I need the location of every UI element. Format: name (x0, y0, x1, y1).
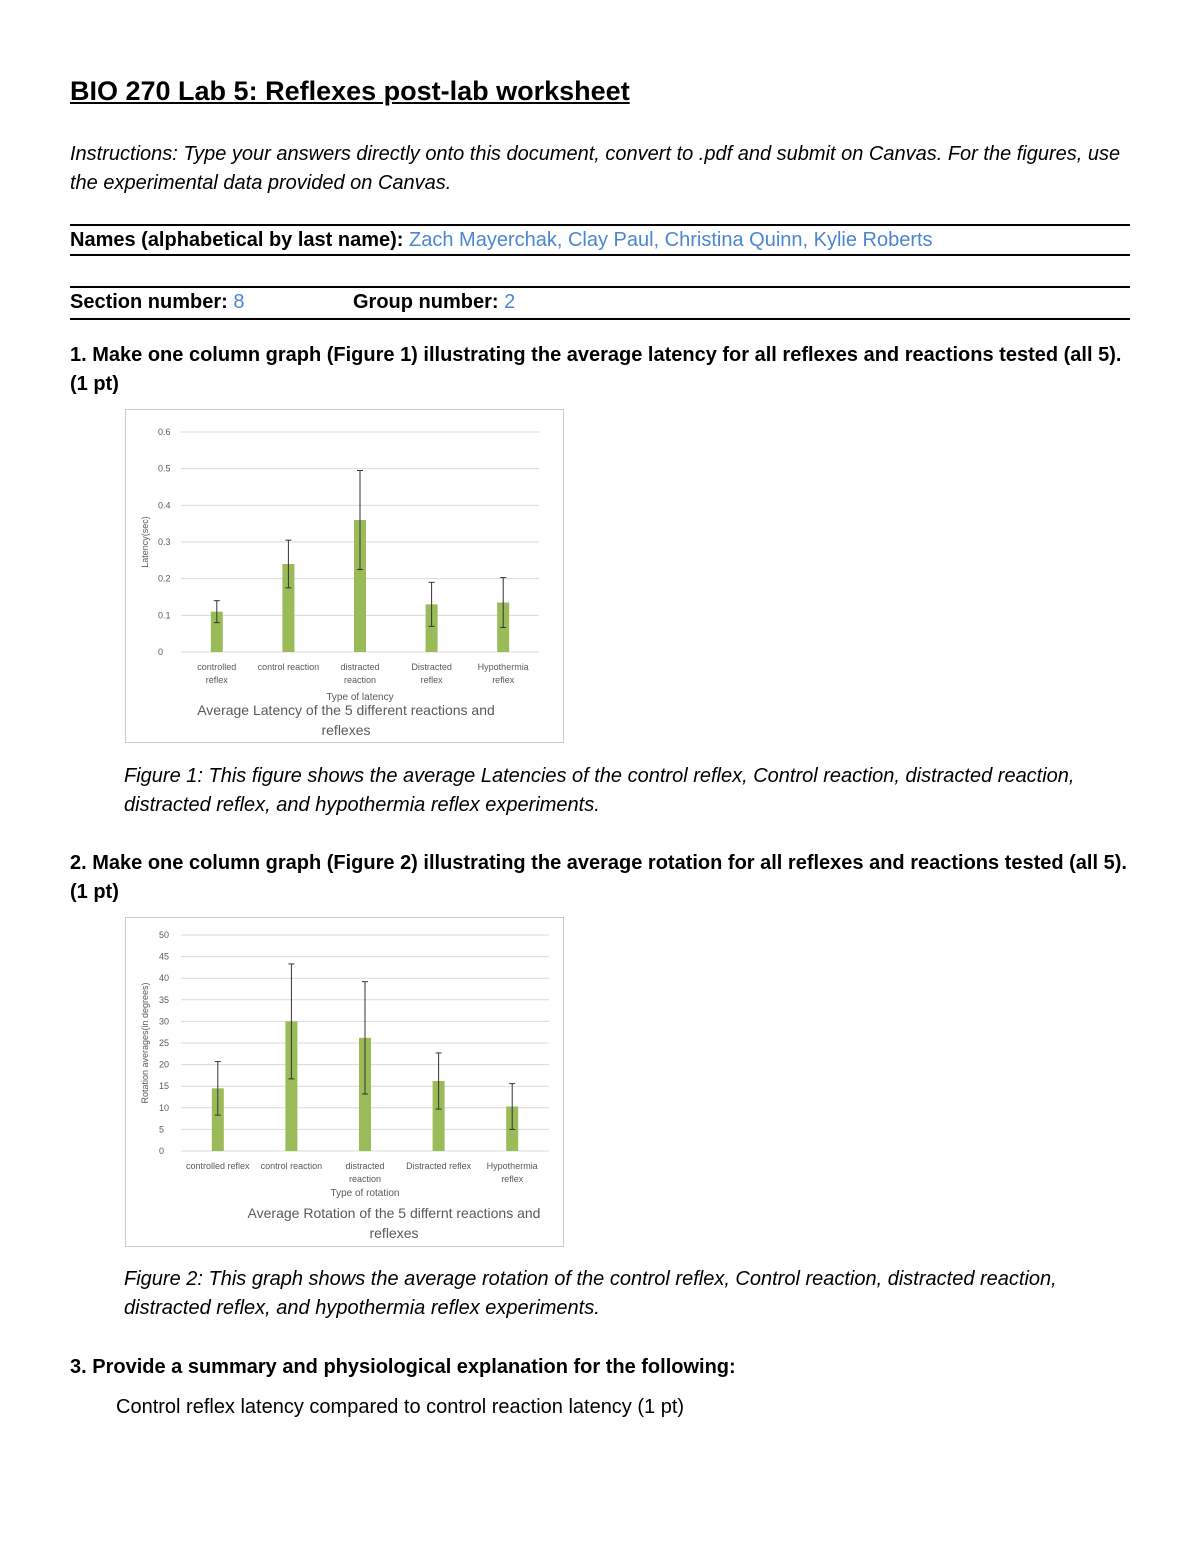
question-1-number: 1. (70, 344, 87, 366)
names-field (70, 229, 933, 252)
rotation-chart (126, 918, 563, 1246)
x-tick-label: distracted (345, 1161, 385, 1171)
x-tick-label: controlled reflex (186, 1161, 250, 1171)
x-tick-label: Distracted (411, 662, 452, 672)
section-value[interactable]: 8 (233, 291, 245, 313)
y-axis-label: Latency(sec) (140, 516, 150, 568)
question-3-sub: Control reflex latency compared to control reaction latency (1 pt) (116, 1396, 685, 1418)
x-tick-label: reflex (501, 1174, 524, 1184)
divider (70, 224, 1130, 226)
x-tick-label: reflex (492, 675, 515, 685)
y-axis-label: Rotation averages(in degrees) (140, 982, 150, 1104)
y-tick-label: 0.3 (158, 537, 171, 547)
x-tick-label: reflex (420, 675, 443, 685)
chart-title: reflexes (321, 722, 371, 738)
y-tick-label: 0.2 (158, 573, 171, 584)
question-3-number: 3. (70, 1356, 87, 1378)
figure-2-caption: Figure 2: This graph shows the average rotation of the control reflex, Control reaction, distracted reaction, distracted reflex, and hypothermia reflex experiments. (124, 1268, 1057, 1319)
y-tick-label: 45 (159, 951, 170, 962)
group-label: Group number: (353, 291, 499, 313)
x-axis-label: Type of rotation (330, 1188, 400, 1199)
y-tick-label: 50 (159, 930, 170, 940)
y-tick-label: 0.6 (158, 427, 171, 437)
x-tick-label: control reaction (260, 1161, 323, 1171)
y-tick-label: 15 (159, 1081, 170, 1092)
figure-1-container (125, 409, 564, 743)
y-tick-label: 0.5 (158, 463, 171, 474)
y-tick-label: 0.4 (158, 500, 171, 511)
x-tick-label: controlled (197, 662, 237, 672)
x-tick-label: control reaction (257, 662, 320, 672)
y-tick-label: 0.1 (158, 610, 171, 621)
y-tick-label: 0 (158, 647, 164, 657)
question-3 (70, 1353, 1130, 1382)
x-tick-label: reflex (205, 675, 228, 685)
chart-title: Average Rotation of the 5 differnt reactions and (247, 1205, 541, 1221)
latency-chart (126, 410, 563, 742)
figure-2-container (125, 917, 564, 1247)
y-tick-label: 0 (159, 1146, 165, 1156)
divider (70, 286, 1130, 288)
x-tick-label: Hypothermia (486, 1161, 538, 1171)
question-1-text: Make one column graph (Figure 1) illustrating the average latency for all reflexes and reactions tested (all 5). (1 pt) (70, 344, 1122, 395)
question-2-text: Make one column graph (Figure 2) illustrating the average rotation for all reflexes and reactions tested (all 5). (1 pt) (70, 852, 1127, 903)
y-tick-label: 40 (159, 973, 170, 984)
x-tick-label: reaction (343, 675, 377, 685)
y-tick-label: 5 (159, 1124, 165, 1135)
divider (70, 318, 1130, 320)
instructions: Instructions: Type your answers directly onto this document, convert to .pdf and submit on Canvas. For the figures, use the experimental data provided on Canvas. (70, 143, 1121, 194)
group-field (353, 291, 515, 314)
question-2-number: 2. (70, 852, 87, 874)
names-value[interactable]: Zach Mayerchak, Clay Paul, Christina Quinn, Kylie Roberts (409, 229, 933, 251)
section-label: Section number: (70, 291, 228, 313)
x-tick-label: Distracted reflex (406, 1161, 472, 1171)
question-3-text: Provide a summary and physiological explanation for the following: (92, 1356, 736, 1378)
chart-title: Average Latency of the 5 different reactions and (197, 702, 495, 718)
question-2 (70, 849, 1130, 907)
divider (70, 254, 1130, 256)
y-tick-label: 35 (159, 994, 170, 1005)
y-tick-label: 10 (159, 1102, 170, 1113)
question-1 (70, 341, 1130, 399)
x-tick-label: Hypothermia (477, 662, 529, 672)
figure-1-caption: Figure 1: This figure shows the average Latencies of the control reflex, Control reaction, distracted reaction, distracted reflex, and hypothermia reflex experiments. (124, 765, 1075, 816)
y-tick-label: 25 (159, 1038, 170, 1048)
y-tick-label: 30 (159, 1016, 170, 1027)
page-title: BIO 270 Lab 5: Reflexes post-lab worksheet (70, 76, 630, 106)
group-value[interactable]: 2 (504, 291, 516, 313)
x-tick-label: distracted (340, 662, 380, 672)
y-tick-label: 20 (159, 1059, 170, 1070)
x-axis-label: Type of latency (326, 692, 394, 703)
chart-title: reflexes (369, 1225, 419, 1241)
section-field (70, 291, 244, 314)
x-tick-label: reaction (348, 1174, 382, 1184)
names-label: Names (alphabetical by last name): (70, 229, 404, 251)
